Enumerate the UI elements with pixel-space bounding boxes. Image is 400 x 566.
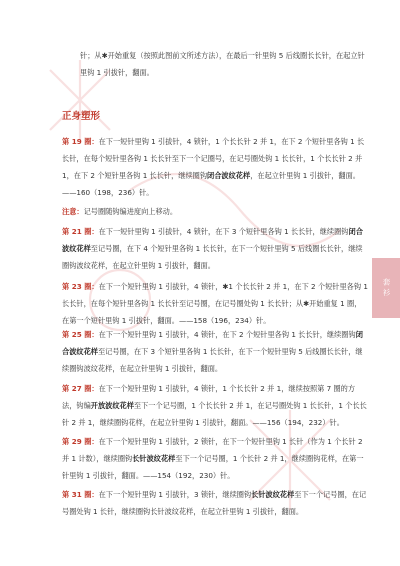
round-bold: 闭合波纹花样: [207, 171, 251, 180]
round-bold: 闭合波纹花样: [62, 227, 363, 253]
side-tab[interactable]: 套衫: [372, 258, 400, 318]
round-29: [62, 433, 368, 484]
round-31: [62, 486, 368, 520]
round-tail: ，在起立针里钩 1 引拔针，翻面。——160（198，236）针。: [62, 171, 360, 197]
round-bold: 闭合波纹花样: [62, 330, 363, 356]
round-tail: 至记号圈，在下 3 个短针里各钩 1 长长针，在下一个短针里钩 5 后线圈长长针，继续圈钩波纹花样，在起立针里钩 1 引拔针，翻面。: [62, 347, 363, 373]
round-bold: 长针波纹花样: [132, 454, 176, 463]
round-label: 第 19 圈：: [62, 137, 99, 146]
section-title: 正身塑形: [62, 111, 101, 122]
round-text: 在下一个短针里钩 1 引拔针，3 锁针，继续圈钩: [98, 490, 252, 499]
intro-paragraph: 针；从✱开始重复（按照此图前文所述方法），在最后一针里钩 5 后线圈长长针，在起立针里钩 1 引拔针，翻面。: [80, 51, 365, 77]
round-21: [62, 223, 368, 274]
round-19: [62, 133, 368, 201]
round-tail: 至下一个记号圈，在记号圈处钩 1 长针，继续圈钩长针波纹花样，在起立针里钩 1 引拔针，翻面。: [62, 490, 367, 516]
round-tail: 至下一个记号圈，1 个长长针 2 并 1，在记号圈处钩 1 长长针，1 个长长针 2 并 1，继续圈钩花样，在起立针里钩 1 引拔针，翻面。——156（194，232）针。: [62, 401, 367, 427]
round-label: 第 25 圈：: [62, 330, 99, 339]
round-label: 第 21 圈：: [62, 227, 99, 236]
note-text: 记号圈随钩编进度向上移动。: [83, 207, 178, 216]
round-text: 在下一短针里钩 1 引拔针，4 锁针，1 个长长针 2 并 1，在下 2 个短针里各钩 1 长长针，在每个短针里各钩 1 长长针至下一个记圈号，在记号圈处钩 1 长长针，1 个长长针 2 并 1，在下 2 个短针里各钩 1 长长针，继续圈钩: [62, 137, 365, 180]
round-text: 在下一个短针里钩 1 引拔针，4 锁针，1 个长长针 2 并 1，继续按照第 7 圈的方法，钩编: [62, 384, 356, 410]
note-label: 注意：: [62, 207, 84, 216]
round-label: 第 29 圈：: [62, 437, 99, 446]
round-text: 在下一个短针里钩 1 引拔针，4 锁针，✱1 个长长针 2 并 1，在下 2 个短针里各钩 1 长长针，在每个短针里各钩 1 长长针至记号圈，在记号圈处钩 1 长长针；从✱开始重复 1 圈，在第一个短针里钩 1 引拔针，翻面。——158（196，234）针。: [62, 282, 368, 325]
round-25: [62, 326, 368, 377]
round-23: [62, 278, 368, 329]
round-text: 在下一个短针里钩 1 引拔针，4 锁针，在下 2 个短针里各钩 1 长长针，继续圈钩: [98, 330, 356, 339]
round-text: 在下一短针里钩 1 引拔针，4 锁针，在下 3 个短针里各钩 1 长长针，继续圈钩: [98, 227, 349, 236]
round-text: 在下一个短针里钩 1 引拔针，2 锁针，在下一个短针里钩 1 长针（作为 1 个长针 2 并 1 计数），继续圈钩: [62, 437, 363, 463]
round-tail: 至下一个记号圈，1 个长针 2 并 1，继续圈钩花样，在第一针里钩 1 引拔针，翻面。——154（192，230）针。: [62, 454, 364, 480]
round-label: 第 23 圈：: [62, 282, 99, 291]
round-bold: 长针波纹花样: [251, 490, 295, 499]
note: [62, 203, 368, 220]
round-label: 第 27 圈：: [62, 384, 99, 393]
round-27: [62, 380, 368, 431]
round-bold: 开放波纹花样: [90, 401, 134, 410]
round-tail: 至记号圈，在下 4 个短针里各钩 1 长长针，在下一个短针里钩 5 后线圈长长针，继续圈钩波纹花样，在起立针里钩 1 引拔针，翻面。: [62, 244, 363, 270]
round-label: 第 31 圈：: [62, 490, 99, 499]
